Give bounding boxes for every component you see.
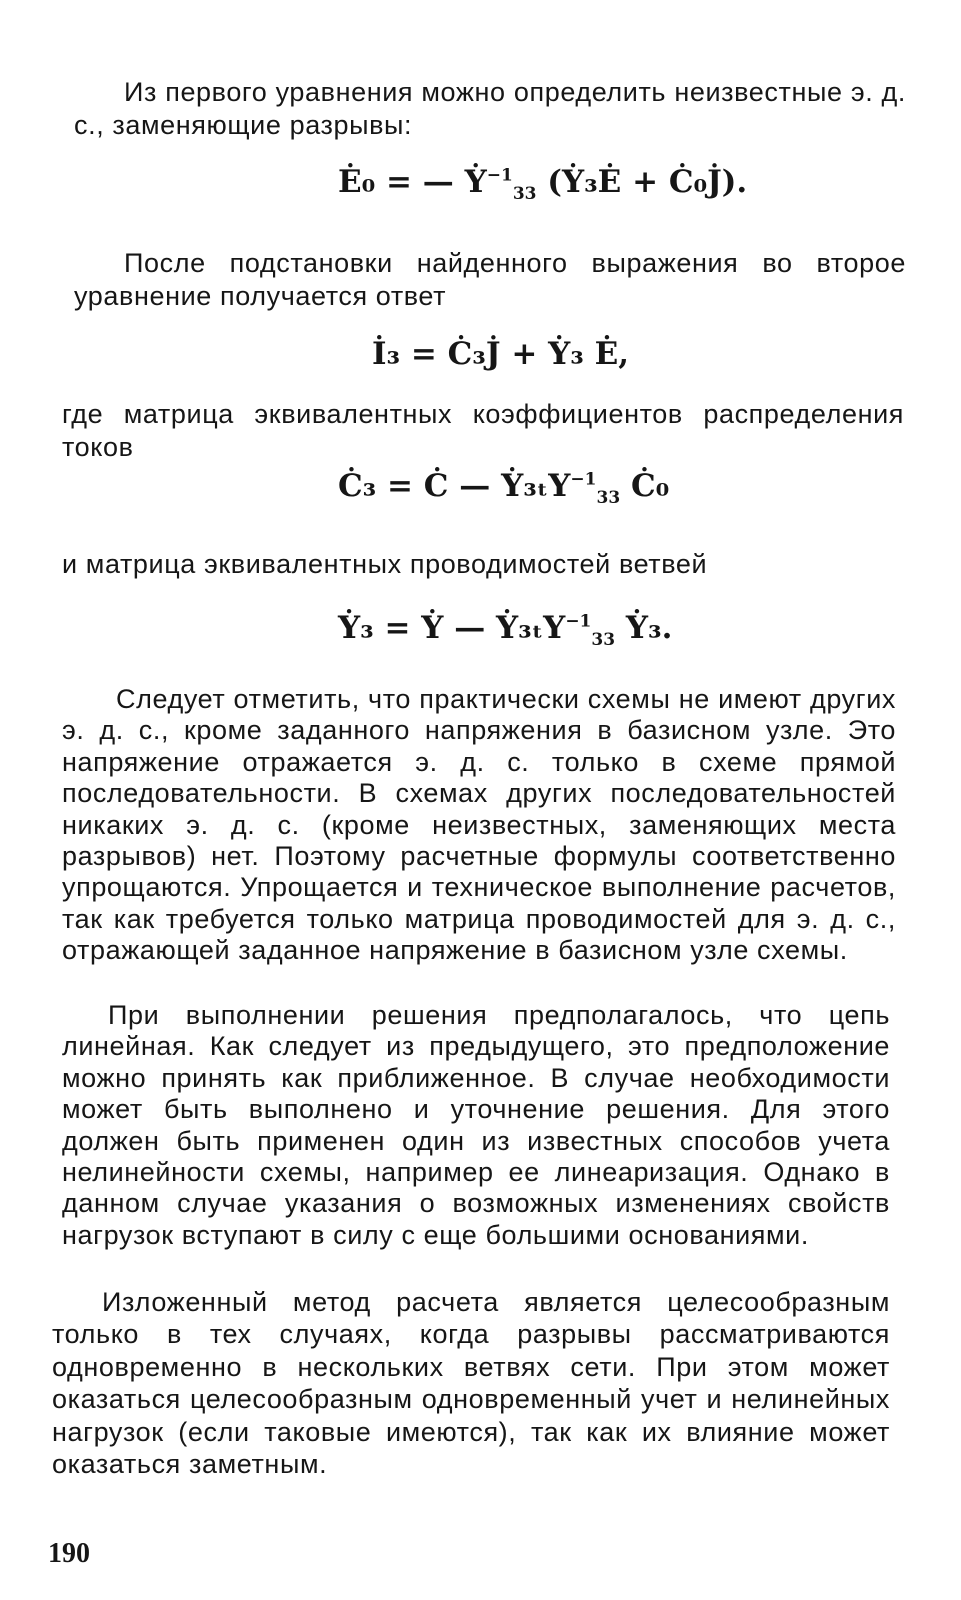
paragraph-current-matrix: где матрица эквивалентных коэффициентов распределения токов: [62, 399, 904, 462]
paragraph-linearity: При выполнении решения предполагалось, что цепь линейная. Как следует из предыдущего, это предположение можно принять как приближенное. В случае необходимости может быть выполнено и уточнение решения. Для этого должен быть применен один из известных способов учета нелинейности схемы, например ее линеаризация. Однако в данном случае указания о возможных изменениях свойств нагрузок вступают в силу с еще большими основаниями.: [62, 1000, 890, 1250]
formula-y3: [338, 610, 672, 650]
formula-e0-lhs: Ė₀: [338, 164, 376, 200]
paragraph-note-emf: Следует отметить, что практически схемы не имеют других э. д. с., кроме заданного напряжения в базисном узле. Это напряжение отражается э. д. с. только в схеме прямой последовательности. В схемах других последовательностей никаких э. д. с. (кроме неизвестных, заменяющих места разрывов) нет. Поэтому расчетные формулы соответственно упрощаются. Упрощается и техническое выполнение расчетов, так как требуется только матрица проводимостей для э. д. с., отражающей заданное напряжение в базисном узле схемы.: [62, 684, 896, 966]
formula-c3-pre: Ċ₃ = Ċ — Ẏ₃ₜY: [338, 468, 571, 504]
formula-i3: İ₃ = Ċ₃J̇ + Ẏ₃ Ė,: [372, 336, 630, 372]
paragraph-method-applicability: Изложенный метод расчета является целесообразным только в тех случаях, когда разрывы рассматриваются одновременно в нескольких ветвях сети. При этом может оказаться целесообразным одновременный учет и нелинейных нагрузок (если таковые имеются), так как их влияние может оказаться заметным.: [52, 1287, 890, 1480]
formula-e0-y: Ẏ: [464, 164, 487, 200]
paragraph-intro: Из первого уравнения можно определить неизвестные э. д. с., заменяющие разрывы:: [74, 77, 906, 140]
formula-y3-sub: 33: [591, 630, 616, 651]
formula-y3-post: Ẏ₃.: [615, 610, 673, 646]
formula-c3-sup: −1: [570, 469, 597, 490]
formula-c3: [338, 468, 669, 508]
formula-y3-sup: −1: [565, 611, 592, 632]
formula-c3-sub: 33: [596, 488, 621, 509]
formula-e0-rest: (Ẏ₃Ė + Ċ₀J̇).: [547, 164, 748, 200]
paragraph-conductance-matrix: и матрица эквивалентных проводимостей ветвей: [62, 549, 708, 579]
formula-c3-post: Ċ₀: [620, 468, 670, 504]
formula-e0-eq: = —: [386, 164, 454, 200]
formula-e0-sup: −1: [486, 165, 513, 186]
page-number: 190: [48, 1538, 90, 1569]
formula-e0-sub: 33: [512, 184, 537, 205]
paragraph-substitution: После подстановки найденного выражения во второе уравнение получается ответ: [74, 248, 906, 311]
formula-e0: [338, 164, 747, 204]
formula-y3-pre: Ẏ₃ = Ẏ — Ẏ₃ₜY: [338, 610, 566, 646]
